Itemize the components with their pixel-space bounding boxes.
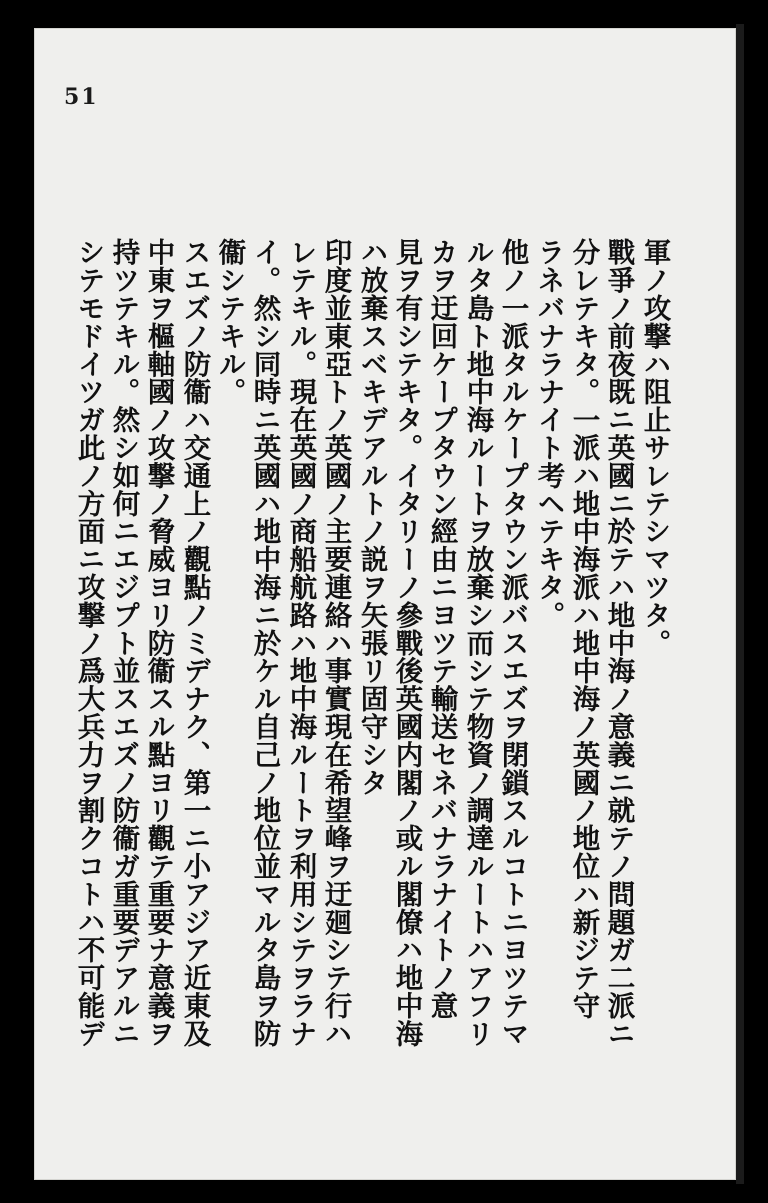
text-line: ルタ島ト地中海ルートヲ放棄シ而シテ物資ノ調達ルートハアフリ xyxy=(461,238,494,1048)
page-number: 51 xyxy=(64,84,99,110)
text-line: 印度並東亞トノ英國ノ主要連絡ハ事實現在希望峰ヲ迂廻シテ行ハ xyxy=(319,238,352,1048)
text-line: 軍ノ攻撃ハ阻止サレテシマツタ。 xyxy=(638,238,671,657)
text-line: 戰爭ノ前夜既ニ英國ニ於テハ地中海ノ意義ニ就テノ問題ガ二派ニ xyxy=(602,238,635,1048)
text-line: ハ放棄スベキデアルトノ説ヲ矢張リ固守シタ xyxy=(355,238,388,796)
text-line: ラネバナラナイト考ヘテキタ。 xyxy=(532,238,565,629)
text-line: スエズノ防衞ハ交通上ノ觀點ノミデナク、第一ニ小アジア近東及 xyxy=(178,238,211,1048)
text-line: 分レテキタ。一派ハ地中海派ハ地中海ノ英國ノ地位ハ新ジテ守 xyxy=(567,238,600,1020)
text-line: 見ヲ有シテキタ。イタリーノ參戰後英國内閣ノ或ル閣僚ハ地中海 xyxy=(390,238,423,1048)
text-body xyxy=(34,28,736,1180)
text-line: 持ツテキル。然シ如何ニエジプト並スエズノ防衞ガ重要デアルニ xyxy=(107,238,140,1048)
text-line: イ。然シ同時ニ英國ハ地中海ニ於ケル自己ノ地位並マルタ島ヲ防 xyxy=(248,238,281,1048)
document-page xyxy=(34,28,736,1180)
text-line: レテキル。現在英國ノ商船航路ハ地中海ルートヲ利用シテヲラナ xyxy=(284,238,317,1048)
text-line: 他ノ一派タルケープタウン派バスエズヲ閉鎖スルコトニヨツテマ xyxy=(496,238,529,1048)
text-line: 衞シテキル。 xyxy=(213,238,246,406)
text-line: シテモドイツガ此ノ方面ニ攻撃ノ爲大兵力ヲ割クコトハ不可能デ xyxy=(72,238,105,1048)
text-line: カヲ迂回ケープタウン經由ニヨツテ輸送セネバナラナイトノ意 xyxy=(425,238,458,1020)
page-edge xyxy=(736,24,744,1184)
text-line: 中東ヲ樞軸國ノ攻撃ノ脅威ヨリ防衞スル點ヨリ觀テ重要ナ意義ヲ xyxy=(142,238,175,1048)
